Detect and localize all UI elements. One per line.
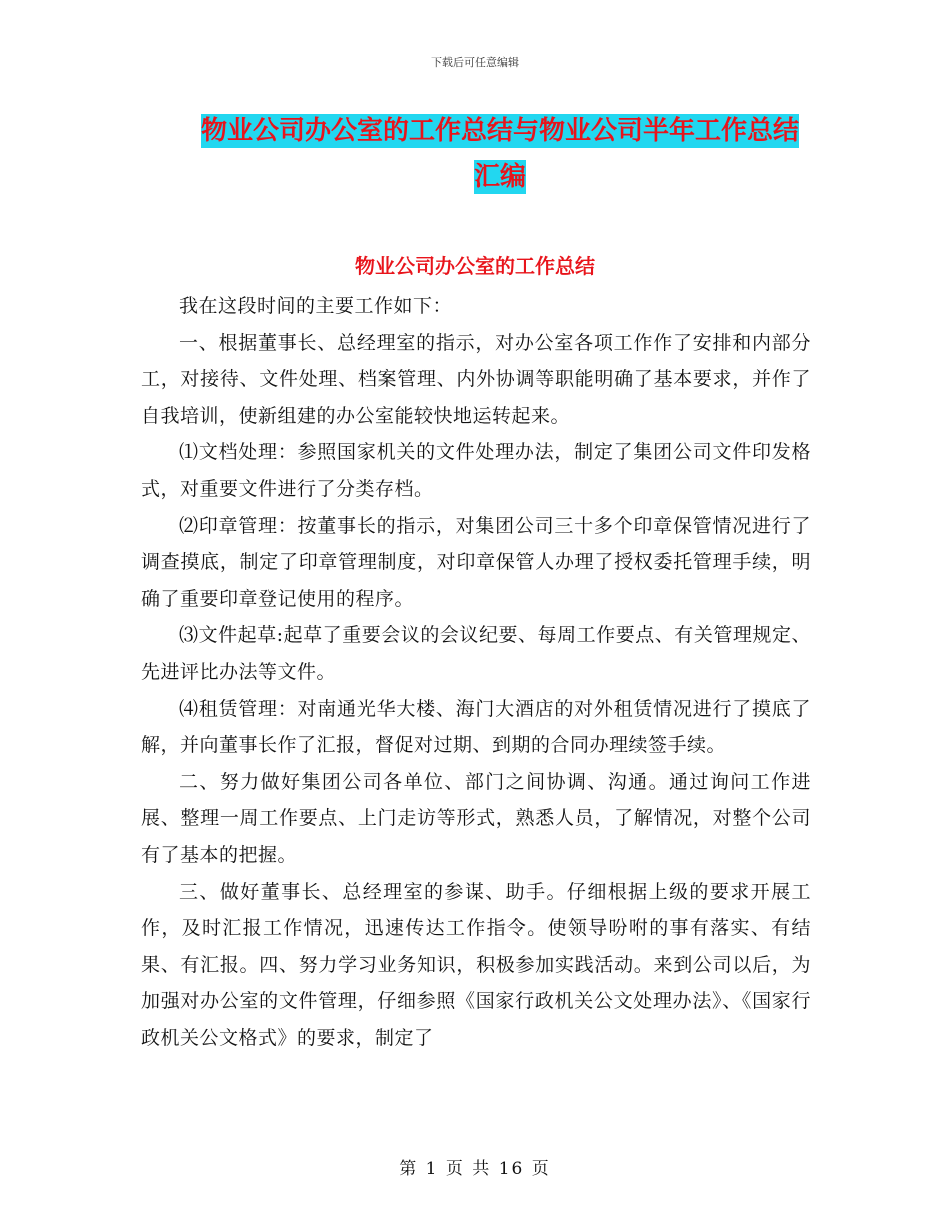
paragraph: ⑷租赁管理：对南通光华大楼、海门大酒店的对外租赁情况进行了摸底了解，并向董事长作了汇报，督促对过期、到期的合同办理续签手续。 (141, 697, 811, 757)
paragraph: 我在这段时间的主要工作如下： (179, 295, 453, 317)
paragraph: 三、做好董事长、总经理室的参谋、助手。仔细根据上级的要求开展工作，及时汇报工作情况，迅速传达工作指令。使领导吩咐的事有落实、有结果、有汇报。四、努力学习业务知识，积极参加实践活动。来到公司以后，为加强对办公室的文件管理，仔细参照《国家行政机关公文处理办法》、《国家行政机关公文格式》的要求，制定了 (141, 880, 811, 1049)
document-title-line2: 汇编 (473, 162, 526, 192)
document-body (141, 288, 811, 1056)
page-number: 第 1 页 共 16 页 (399, 1159, 551, 1179)
header-note: 下载后可任意编辑 (431, 56, 519, 69)
document-title (150, 108, 850, 200)
paragraph: ⑵印章管理：按董事长的指示，对集团公司三十多个印章保管情况进行了调查摸底，制定了印章管理制度，对印章保管人办理了授权委托管理手续，明确了重要印章登记使用的程序。 (141, 514, 811, 610)
paragraph: ⑴文档处理：参照国家机关的文件处理办法，制定了集团公司文件印发格式，对重要文件进行了分类存档。 (141, 441, 811, 500)
paragraph: 二、努力做好集团公司各单位、部门之间协调、沟通。通过询问工作进展、整理一周工作要点、上门走访等形式，熟悉人员，了解情况，对整个公司有了基本的把握。 (141, 770, 811, 866)
paragraph: 一、根据董事长、总经理室的指示，对办公室各项工作作了安排和内部分工，对接待、文件处理、档案管理、内外协调等职能明确了基本要求，并作了自我培训，使新组建的办公室能较快地运转起来。 (141, 331, 811, 427)
section-title: 物业公司办公室的工作总结 (355, 254, 595, 278)
paragraph: ⑶文件起草:起草了重要会议的会议纪要、每周工作要点、有关管理规定、先进评比办法等文件。 (141, 624, 811, 683)
document-title-line1: 物业公司办公室的工作总结与物业公司半年工作总结 (200, 116, 799, 146)
